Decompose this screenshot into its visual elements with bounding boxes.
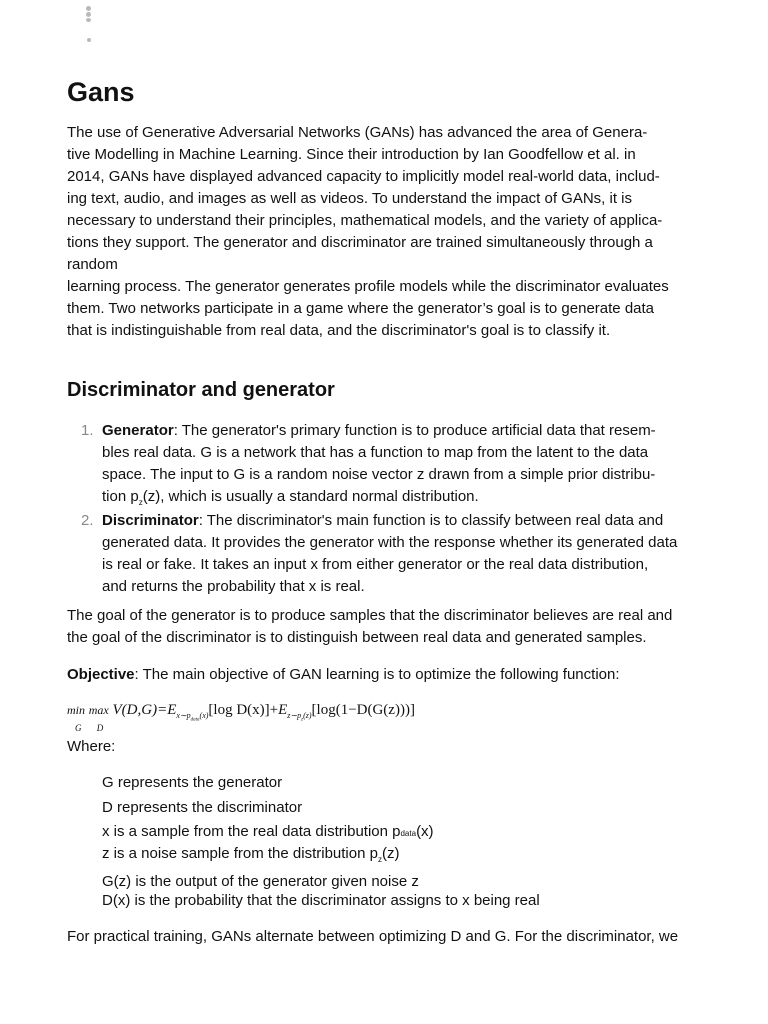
where-item: D(x) is the probability that the discriminator assigns to x being real (102, 892, 540, 909)
text-line: necessary to understand their principles, mathematical models, and the variety of applica- (67, 212, 663, 229)
where-label-paragraph (67, 736, 707, 758)
text-line: tive Modelling in Machine Learning. Since their introduction by Ian Goodfellow et al. in (67, 146, 636, 163)
text-line: : The generator's primary function is to produce artificial data that resem- (173, 422, 656, 439)
text-line: : The discriminator's main function is to classify between real data and (198, 512, 664, 529)
where-item: D represents the discriminator (102, 799, 303, 816)
list-number: 2. (81, 512, 94, 529)
text-line: The use of Generative Adversarial Networks (GANs) has advanced the area of Genera- (67, 124, 648, 141)
goal-paragraph (67, 605, 707, 649)
text-line: For practical training, GANs alternate between optimizing D and G. For the discriminator, we (67, 928, 679, 945)
subscript: z (138, 498, 143, 507)
text-line: 2014, GANs have displayed advanced capacity to implicitly model real-world data, includ- (67, 168, 660, 185)
formula-e2: E (278, 702, 288, 718)
ornament-dot (86, 18, 91, 22)
text-line: generated data. It provides the generator with the response whether its generated data (102, 534, 678, 551)
list-term: Discriminator (102, 512, 199, 529)
formula-e2-sub: z∼pz(z) (287, 711, 312, 723)
list-number: 1. (81, 422, 94, 439)
list-item (67, 510, 707, 598)
text-line: is real or fake. It takes an input x from either generator or the real data distribution, (102, 556, 649, 573)
objective-formula (67, 700, 415, 731)
where-item: G(z) is the output of the generator given noise z (102, 873, 419, 890)
formula-min-sub: G (75, 723, 82, 733)
formula-max: max D (89, 703, 109, 717)
ornament-dot (86, 6, 91, 11)
text-line: ing text, audio, and images as well as videos. To understand the impact of GANs, it is (67, 190, 633, 207)
where-item: x is a sample from the real data distribution pdata(x) (102, 823, 434, 840)
text-line: learning process. The generator generates profile models while the discriminator evaluates (67, 278, 669, 295)
text-line: (z), which is usually a standard normal distribution. (142, 488, 479, 505)
text-line: space. The input to G is a random noise vector z drawn from a simple prior distribu- (102, 466, 656, 483)
where-label: Where: (67, 738, 116, 755)
text-line: bles real data. G is a network that has a function to map from the latent to the data (102, 444, 649, 461)
text-line: that is indistinguishable from real data, and the discriminator's goal is to classify it. (67, 322, 611, 339)
ornament-dot (86, 12, 91, 17)
list-item (67, 420, 707, 514)
text-line: and returns the probability that x is real. (102, 578, 365, 595)
formula-e1: E (167, 702, 177, 718)
intro-paragraph (67, 122, 707, 342)
formula-lhs: V(D,G)= (112, 702, 168, 718)
text-line: tion p (102, 488, 139, 505)
formula-e1-sub: x∼pdata(x) (176, 711, 209, 723)
where-item: z is a noise sample from the distribution $p_z(z)$ (102, 845, 400, 864)
where-item: G represents the generator (102, 774, 283, 791)
formula-min: min G (67, 703, 85, 717)
formula-max-sub: D (96, 723, 104, 733)
text-line: random (67, 256, 118, 273)
text-line: The goal of the generator is to produce samples that the discriminator believes are real and (67, 607, 673, 624)
objective-paragraph (67, 664, 707, 686)
ornament-dot (87, 38, 91, 42)
text-line: them. Two networks participate in a game where the generator’s goal is to generate data (67, 300, 655, 317)
text-line: tions they support. The generator and discriminator are trained simultaneously through a (67, 234, 653, 251)
objective-label: Objective (67, 666, 135, 683)
list-term: Generator (102, 422, 174, 439)
section-heading: Discriminator and generator (67, 379, 335, 401)
formula-term1: [log D(x)]+ (208, 702, 279, 718)
closing-paragraph (67, 926, 707, 948)
ordered-list (67, 420, 707, 598)
formula-term2: [log(1−D(G(z)))] (311, 702, 415, 718)
objective-text: : The main objective of GAN learning is to optimize the following function: (134, 666, 620, 683)
text-line: the goal of the discriminator is to distinguish between real data and generated samples. (67, 629, 647, 646)
page-title: Gans (67, 77, 135, 107)
